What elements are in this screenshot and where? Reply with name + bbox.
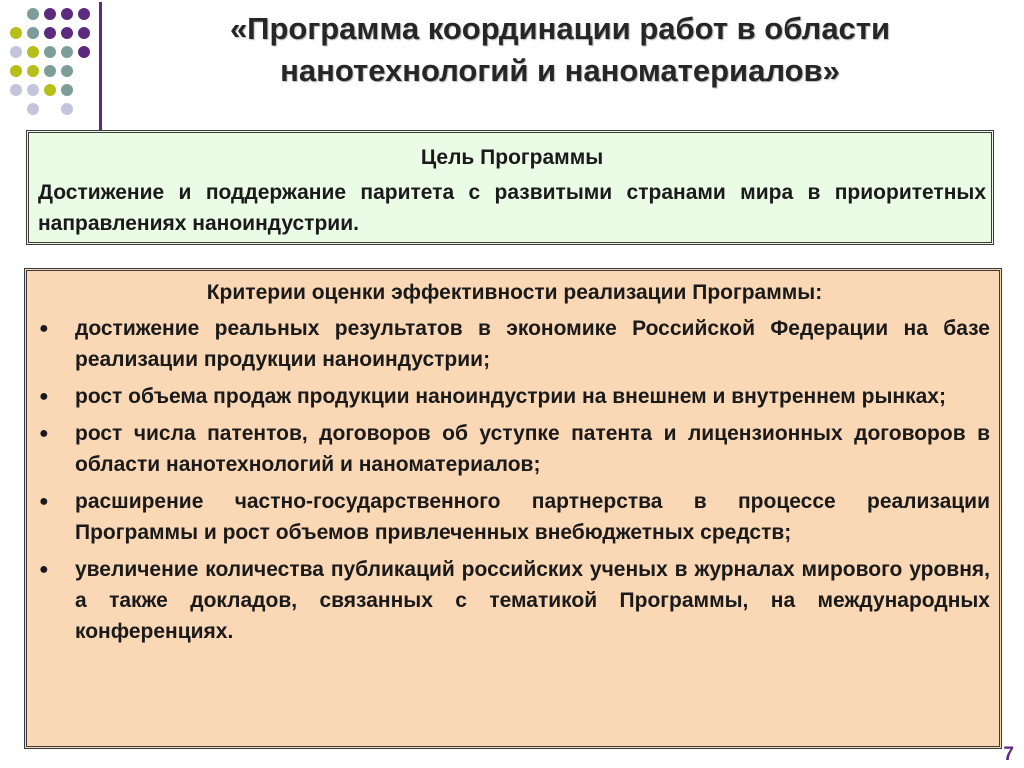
decorative-dot — [61, 84, 73, 96]
criteria-box — [24, 268, 1002, 749]
decorative-dot — [78, 27, 90, 39]
decorative-dot — [44, 84, 56, 96]
goal-title: Цель Программы — [420, 146, 604, 169]
goal-box — [26, 130, 994, 245]
decorative-dot-grid — [10, 8, 100, 132]
criteria-item-text: рост числа патентов, договоров об уступке патента и лицензионных договоров в области нанотехнологий и наноматериалов; — [75, 422, 990, 476]
bullet-icon: ● — [39, 320, 49, 337]
bullet-icon: ● — [39, 425, 49, 442]
goal-text: Достижение и поддержание паритета с развитыми странами мира в приоритетных направлениях наноиндустрии. — [38, 181, 986, 235]
decorative-dot — [61, 27, 73, 39]
decorative-dot — [61, 46, 73, 58]
bullet-icon: ● — [39, 388, 49, 405]
decorative-dot — [44, 65, 56, 77]
criteria-item — [39, 486, 990, 548]
decorative-dot — [27, 46, 39, 58]
criteria-item — [39, 313, 990, 375]
decorative-vertical-line — [99, 2, 102, 130]
criteria-item-text: рост объема продаж продукции наноиндустрии на внешнем и внутреннем рынках; — [75, 385, 946, 408]
decorative-dot — [27, 65, 39, 77]
criteria-list — [39, 313, 990, 647]
decorative-dot — [27, 103, 39, 115]
decorative-dot — [27, 8, 39, 20]
decorative-dot — [61, 103, 73, 115]
decorative-dot — [10, 27, 22, 39]
decorative-dot — [10, 46, 22, 58]
decorative-dot — [10, 65, 22, 77]
decorative-dot — [10, 84, 22, 96]
criteria-item — [39, 554, 990, 647]
criteria-title: Критерии оценки эффективности реализации Программы: — [206, 281, 823, 304]
page-number: 7 — [1003, 744, 1014, 765]
decorative-dot — [44, 8, 56, 20]
criteria-item — [39, 418, 990, 480]
decorative-dot — [61, 8, 73, 20]
decorative-dot — [44, 27, 56, 39]
decorative-dot — [78, 46, 90, 58]
bullet-icon: ● — [39, 493, 49, 510]
decorative-dot — [27, 27, 39, 39]
decorative-dot — [61, 65, 73, 77]
decorative-dot — [27, 84, 39, 96]
criteria-item-text: достижение реальных результатов в экономике Российской Федерации на базе реализации продукции наноиндустрии; — [75, 317, 990, 371]
slide-title: «Программа координации работ в области нанотехнологий и наноматериалов» — [229, 11, 891, 88]
criteria-item-text: расширение частно-государственного партнерства в процессе реализации Программы и рост объемов привлеченных внебюджетных средств; — [75, 490, 990, 544]
decorative-dot — [44, 46, 56, 58]
decorative-dot — [78, 8, 90, 20]
criteria-item-text: увеличение количества публикаций российских ученых в журналах мирового уровня, а также докладов, связанных с тематикой Программы, на международных конференциях. — [75, 558, 990, 643]
bullet-icon: ● — [39, 561, 49, 578]
criteria-item — [39, 381, 990, 412]
